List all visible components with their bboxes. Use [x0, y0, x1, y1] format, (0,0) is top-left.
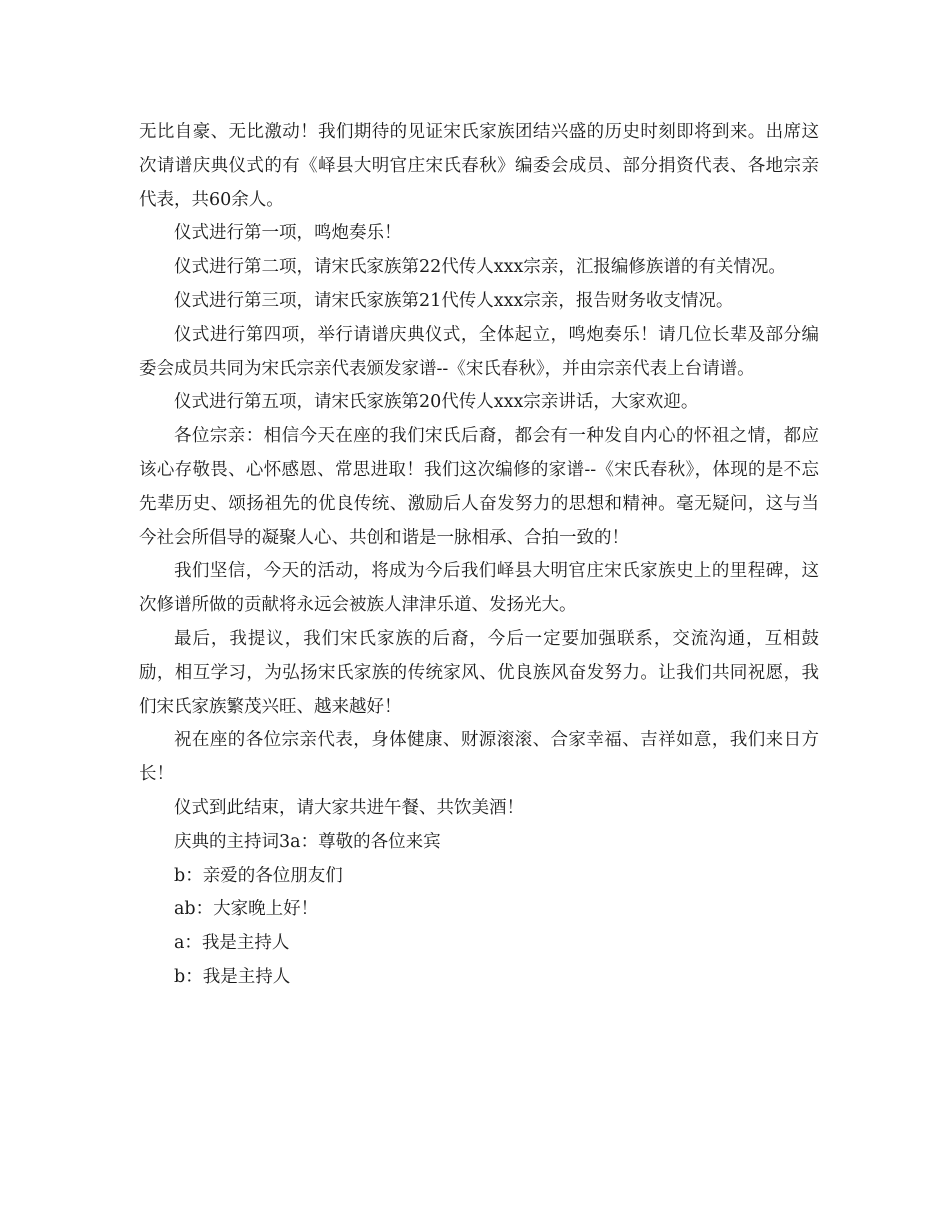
- paragraph-step-four: 仪式进行第四项，举行请谱庆典仪式，全体起立，鸣炮奏乐！请几位长辈及部分编委会成员共同为宋氏宗亲代表颁发家谱--《宋氏春秋》，并由宗亲代表上台请谱。: [139, 324, 819, 379]
- paragraph-step-five: 仪式进行第五项，请宋氏家族第20代传人xxx宗亲讲话，大家欢迎。: [174, 392, 699, 413]
- document-body: [139, 116, 819, 995]
- paragraph-step-one: 仪式进行第一项，鸣炮奏乐！: [174, 223, 402, 244]
- paragraph-continuation: 无比自豪、无比激动！我们期待的见证宋氏家族团结兴盛的历史时刻即将到来。出席这次请谱庆典仪式的有《峄县大明官庄宋氏春秋》编委会成员、部分捐资代表、各地宗亲代表，共60余人。: [139, 122, 819, 210]
- paragraph-belief: 我们坚信，今天的活动，将成为今后我们峄县大明官庄宋氏家族史上的里程碑，这次修谱所做的贡献将永远会被族人津津乐道、发扬光大。: [139, 561, 819, 616]
- paragraph-host-line-b2: b：我是主持人: [174, 966, 291, 987]
- paragraph-host-script-title: 庆典的主持词3a：尊敬的各位来宾: [174, 831, 441, 852]
- paragraph-blessing: 祝在座的各位宗亲代表，身体健康、财源滚滚、合家幸福、吉祥如意，我们来日方长！: [139, 730, 819, 785]
- paragraph-proposal: 最后，我提议，我们宋氏家族的后裔，今后一定要加强联系，交流沟通，互相鼓励，相互学习，为弘扬宋氏家族的传统家风、优良族风奋发努力。让我们共同祝愿，我们宋氏家族繁茂兴旺、越来越好！: [139, 628, 819, 717]
- paragraph-step-two: 仪式进行第二项，请宋氏家族第22代传人xxx宗亲，汇报编修族谱的有关情况。: [174, 257, 786, 278]
- paragraph-closing: 仪式到此结束，请大家共进午餐、共饮美酒！: [174, 797, 524, 818]
- paragraph-host-line-b1: b：亲爱的各位朋友们: [174, 865, 343, 886]
- paragraph-step-three: 仪式进行第三项，请宋氏家族第21代传人xxx宗亲，报告财务收支情况。: [174, 290, 734, 311]
- paragraph-host-line-ab: ab：大家晚上好！: [174, 899, 319, 920]
- paragraph-speech-intro: 各位宗亲：相信今天在座的我们宋氏后裔，都会有一种发自内心的怀祖之情，都应该心存敬畏、心怀感恩、常思进取！我们这次编修的家谱--《宋氏春秋》，体现的是不忘先辈历史、颂扬祖先的优良传统、激励后人奋发努力的思想和精神。毫无疑问，这与当今社会所倡导的凝聚人心、共创和谐是一脉相承、合拍一致的！: [139, 426, 819, 548]
- paragraph-host-line-a: a：我是主持人: [174, 933, 290, 954]
